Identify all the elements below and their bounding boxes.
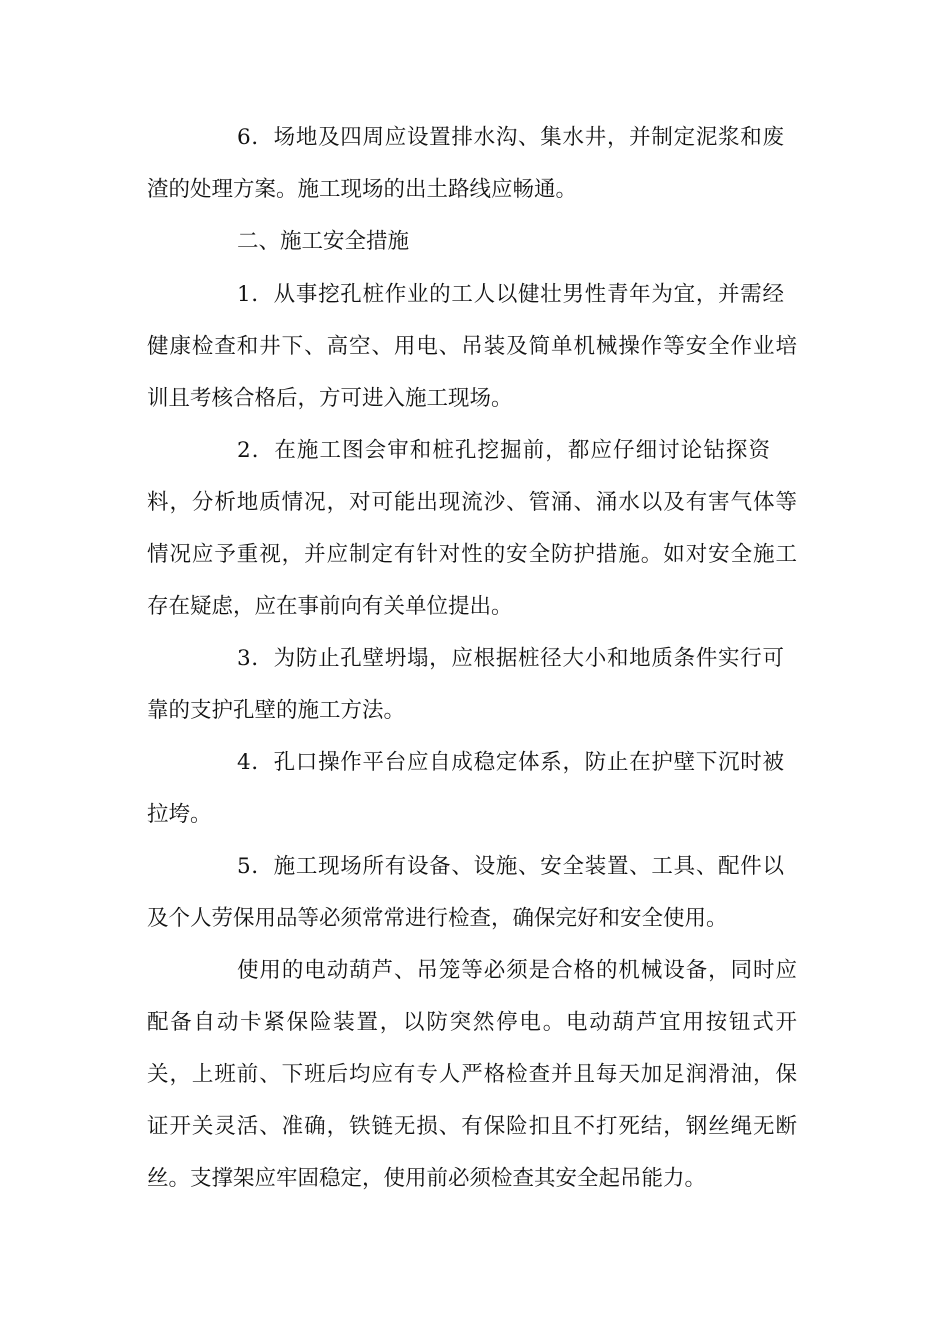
paragraph-3-line-2: 靠的支护孔壁的施工方法。 (147, 698, 406, 723)
paragraph-equipment-line-1: 使用的电动葫芦、吊笼等必须是合格的机械设备，同时应 (237, 958, 797, 983)
section-heading-safety-measures: 二、施工安全措施 (237, 229, 410, 254)
paragraph-5-line-2: 及个人劳保用品等必须常常进行检查，确保完好和安全使用。 (147, 906, 728, 931)
paragraph-equipment-line-2: 配备自动卡紧保险装置，以防突然停电。电动葫芦宜用按钮式开 (147, 1010, 797, 1035)
paragraph-6-line-2: 渣的处理方案。施工现场的出土路线应畅通。 (147, 177, 578, 202)
paragraph-1-line-2: 健康检查和井下、高空、用电、吊装及简单机械操作等安全作业培 (147, 334, 797, 359)
paragraph-2-line-3: 情况应予重视，并应制定有针对性的安全防护措施。如对安全施工 (147, 542, 797, 567)
paragraph-2-line-2: 料，分析地质情况，对可能出现流沙、管涌、涌水以及有害气体等 (147, 490, 797, 515)
paragraph-6-line-1: 6．场地及四周应设置排水沟、集水井，并制定泥浆和废 (237, 125, 784, 150)
paragraph-4-line-1: 4．孔口操作平台应自成稳定体系，防止在护壁下沉时被 (237, 750, 784, 775)
paragraph-3-line-1: 3．为防止孔壁坍塌，应根据桩径大小和地质条件实行可 (237, 646, 784, 671)
paragraph-4-line-2: 拉垮。 (147, 802, 212, 827)
paragraph-2-line-1: 2．在施工图会审和桩孔挖掘前，都应仔细讨论钻探资 (237, 438, 770, 463)
paragraph-2-line-4: 存在疑虑，应在事前向有关单位提出。 (147, 594, 513, 619)
paragraph-equipment-line-3: 关，上班前、下班后均应有专人严格检查并且每天加足润滑油，保 (147, 1062, 797, 1087)
paragraph-equipment-line-4: 证开关灵活、准确，铁链无损、有保险扣且不打死结，钢丝绳无断 (147, 1114, 797, 1139)
paragraph-5-line-1: 5．施工现场所有设备、设施、安全装置、工具、配件以 (237, 854, 784, 879)
paragraph-equipment-line-5: 丝。支撑架应牢固稳定，使用前必须检查其安全起吊能力。 (147, 1166, 707, 1191)
paragraph-1-line-3: 训且考核合格后，方可进入施工现场。 (147, 386, 513, 411)
paragraph-1-line-1: 1．从事挖孔桩作业的工人以健壮男性青年为宜，并需经 (237, 282, 784, 307)
